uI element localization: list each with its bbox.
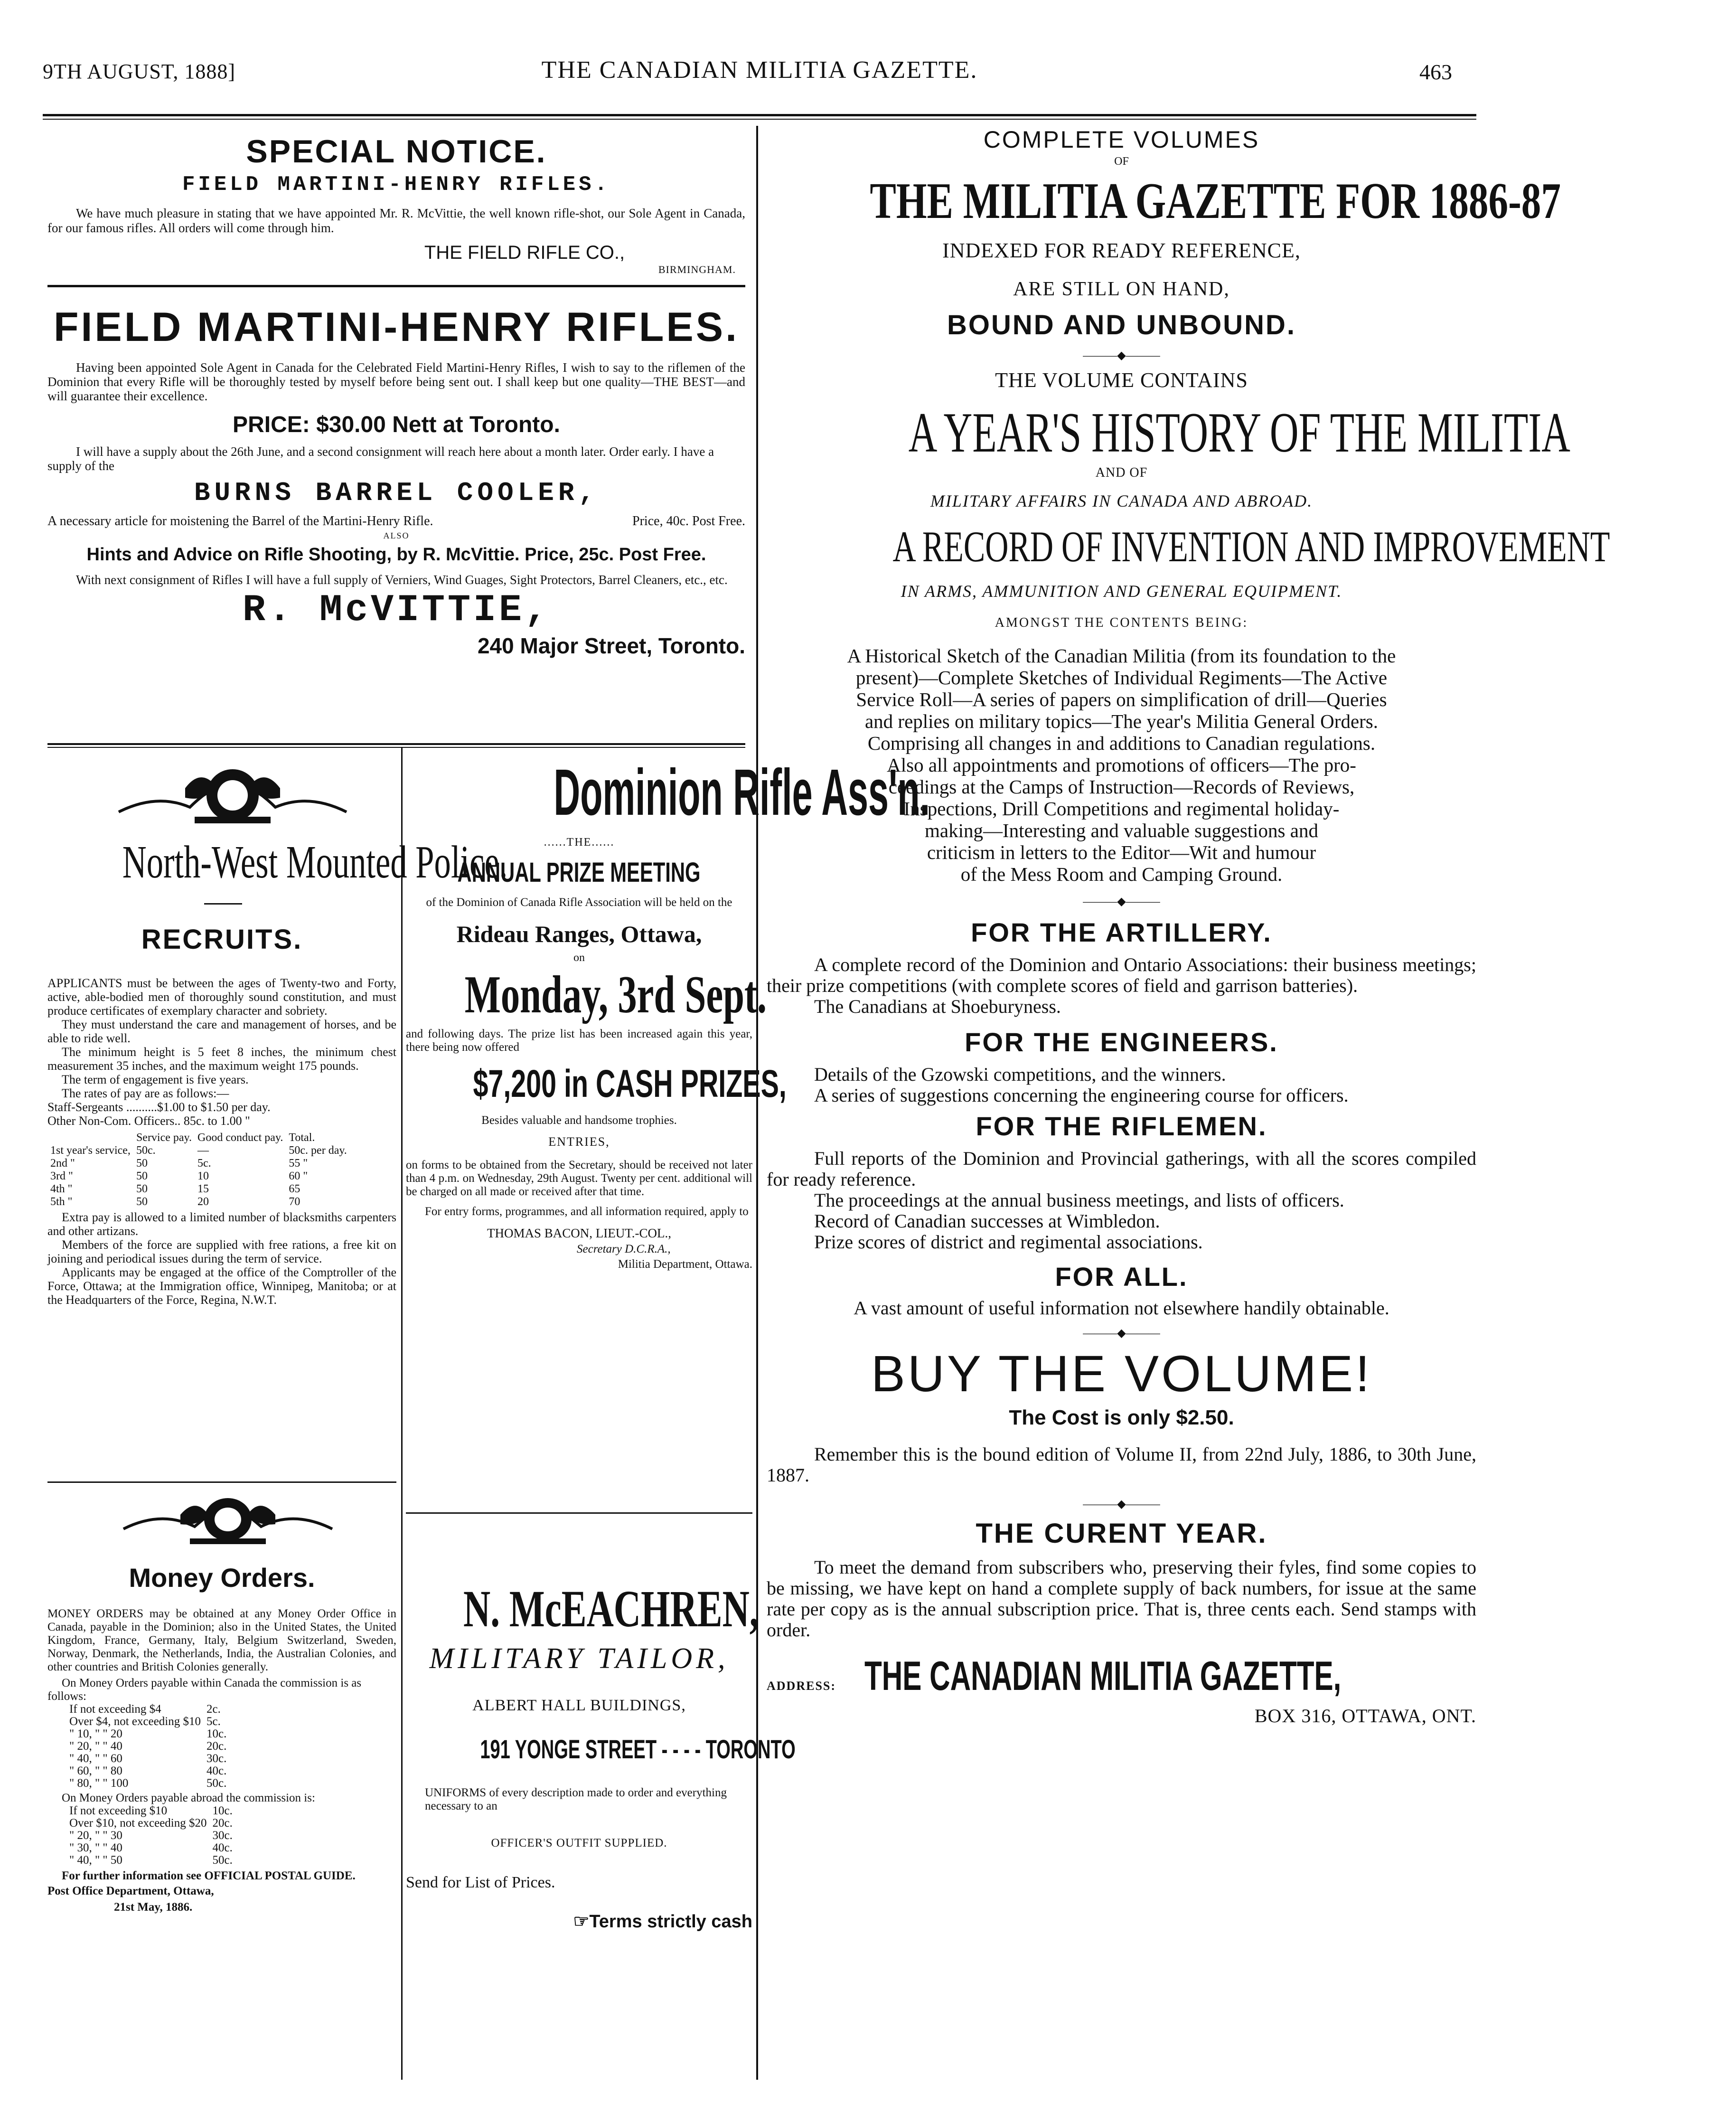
table-row: Over $10, not exceeding $20 20c. bbox=[69, 1817, 233, 1830]
tailor-ad bbox=[406, 1579, 796, 1932]
dra-prizes: $7,200 in CASH PRIZES, bbox=[473, 1062, 787, 1105]
money-orders-p3: On Money Orders payable abroad the commission is: bbox=[62, 1792, 315, 1804]
tailor-outfit: OFFICER'S OUTFIT SUPPLIED. bbox=[491, 1837, 667, 1849]
cost-line: The Cost is only $2.50. bbox=[1009, 1406, 1234, 1429]
contents-line: Comprising all changes in and additions to Canadian regulations. bbox=[867, 732, 1376, 754]
table-row: " 20, " " 40 20c. bbox=[69, 1740, 227, 1753]
abroad-rates-table bbox=[66, 1805, 235, 1867]
money-orders-p1: MONEY ORDERS may be obtained at any Money Order Office in Canada, payable in the Dominion; also in the United States, the United Kingdom, France, Germany, Italy, Belgium Switzerland, Sweden, Norway, Denmark, the Netherlands, India, the Australian Colonies, and other countries and British Colonies generally. bbox=[47, 1607, 396, 1673]
field-rifles-intro: Having been appointed Sole Agent in Canada for the Celebrated Field Martini-Henry Rifles, I wish to say to the riflemen of the Dominion that every Rifle will be thoroughly tested by myself before being sent out. I shall keep but one quality—THE BEST—and will guarantee their excellence. bbox=[47, 360, 745, 403]
pay-row-noncom: Other Non-Com. Officers.. 85c. to 1.00 " bbox=[47, 1114, 250, 1128]
mcvittie-signature: R. McVITTIE, bbox=[242, 589, 551, 632]
volumes-l6: BOUND AND UNBOUND. bbox=[947, 310, 1296, 340]
special-notice-company: THE FIELD RIFLE CO., bbox=[424, 242, 625, 263]
for-all-divider: ―――◆――― bbox=[1083, 1327, 1160, 1339]
contents-line: ceedings at the Camps of Instruction—Records of Reviews, bbox=[888, 776, 1355, 798]
volumes-l8: A YEAR'S HISTORY OF THE MILITIA bbox=[908, 401, 1570, 464]
crown-ornament bbox=[119, 1491, 337, 1553]
pay-table-head: Total. bbox=[289, 1132, 315, 1144]
divider-2b bbox=[47, 747, 745, 748]
nwmp-p5: The rates of pay are as follows:— bbox=[62, 1086, 229, 1100]
divider-1 bbox=[47, 285, 745, 287]
contents-divider: ―――◆――― bbox=[1083, 896, 1160, 908]
special-notice-body: We have much pleasure in stating that we have appointed Mr. R. McVittie, the well known rifle-shot, our Sole Agent in Canada, for our famous rifles. All orders will come through him. bbox=[47, 206, 745, 235]
field-rifles-heading: FIELD MARTINI-HENRY RIFLES. bbox=[53, 304, 740, 350]
header-date: 9TH AUGUST, 1888] bbox=[43, 60, 236, 83]
contents-line: and replies on military topics—The year's Militia General Orders. bbox=[864, 710, 1379, 732]
dra-bottom-rule bbox=[406, 1512, 752, 1514]
volumes-l7: THE VOLUME CONTAINS bbox=[995, 368, 1248, 392]
volumes-l3: THE MILITIA GAZETTE FOR 1886-87 bbox=[870, 173, 1561, 229]
address-label: ADDRESS: bbox=[767, 1679, 836, 1693]
burns-barrel-cooler: BURNS BARREL COOLER, bbox=[194, 478, 599, 508]
volumes-l4: INDEXED FOR READY REFERENCE, bbox=[942, 239, 1301, 262]
contents-line: Also all appointments and promotions of officers—The pro- bbox=[887, 754, 1356, 776]
contents-line: A Historical Sketch of the Canadian Militia (from its foundation to the bbox=[847, 645, 1396, 667]
volumes-l11: A RECORD OF INVENTION AND IMPROVEMENT bbox=[892, 522, 1610, 571]
pay-row-staff: Staff-Sergeants ..........$1.00 to $1.50 per day. bbox=[47, 1100, 271, 1114]
for-all-heading: FOR ALL. bbox=[1055, 1262, 1188, 1292]
table-row: " 80, " " 100 50c. bbox=[69, 1777, 227, 1790]
remember-line: Remember this is the bound edition of Volume II, from 22nd July, 1886, to 30th June, 1887. bbox=[767, 1443, 1476, 1486]
nwmp-p7: Members of the force are supplied with free rations, a free kit on joining and periodical issues during the term of service. bbox=[47, 1238, 396, 1265]
nwmp-heading: North-West Mounted Police. bbox=[122, 837, 508, 888]
current-year-heading: THE CURENT YEAR. bbox=[976, 1518, 1267, 1549]
contents-line: Service Roll—A series of papers on simplification of drill—Queries bbox=[856, 688, 1387, 710]
riflemen-p2: The proceedings at the annual business meetings, and lists of officers. bbox=[814, 1189, 1344, 1211]
pay-table-head bbox=[47, 1132, 133, 1144]
money-orders-p6: 21st May, 1886. bbox=[114, 1901, 193, 1914]
divider-2 bbox=[47, 743, 745, 745]
riflemen-p3: Record of Canadian successes at Wimbledon. bbox=[814, 1210, 1160, 1232]
contents-line: of the Mess Room and Camping Ground. bbox=[960, 863, 1283, 885]
tailor-uniforms: UNIFORMS of every description made to order and everything necessary to an bbox=[425, 1786, 727, 1812]
table-row: " 30, " " 40 40c. bbox=[69, 1841, 233, 1854]
volumes-l10: MILITARY AFFAIRS IN CANADA AND ABROAD. bbox=[930, 491, 1313, 510]
contents-line: making—Interesting and valuable suggestions and bbox=[925, 820, 1318, 841]
table-row: If not exceeding $4 2c. bbox=[69, 1703, 221, 1716]
table-row: " 40, " " 60 30c. bbox=[69, 1752, 227, 1765]
nwmp-p6: Extra pay is allowed to a limited number of blacksmiths carpenters and other artizans. bbox=[47, 1210, 396, 1238]
dra-the: ......THE...... bbox=[544, 836, 615, 849]
pay-table-head: Good conduct pay. bbox=[197, 1132, 283, 1144]
field-rifles-price: PRICE: $30.00 Nett at Toronto. bbox=[233, 412, 560, 437]
artillery-heading: FOR THE ARTILLERY. bbox=[971, 917, 1272, 947]
table-row: " 20, " " 30 30c. bbox=[69, 1829, 233, 1842]
tailor-street: 191 YONGE STREET - - - - TORONTO bbox=[480, 1734, 796, 1764]
pay-table bbox=[47, 1132, 350, 1208]
nwmp-p2: They must understand the care and management of horses, and be able to ride well. bbox=[47, 1018, 396, 1045]
dra-name: THOMAS BACON, LIEUT.-COL., bbox=[487, 1226, 671, 1240]
dra-ad bbox=[406, 755, 930, 1271]
dra-on: on bbox=[573, 952, 585, 964]
dra-besides: Besides valuable and handsome trophies. bbox=[481, 1114, 677, 1127]
tailor-terms: ☞Terms strictly cash bbox=[573, 1912, 752, 1932]
address-name: THE CANADIAN MILITIA GAZETTE, bbox=[864, 1653, 1342, 1699]
dra-following: and following days. The prize list has been increased again this year, there being now offered bbox=[406, 1028, 752, 1054]
cooler-description: A necessary article for moistening the Barrel of the Martini-Henry Rifle. bbox=[47, 514, 433, 528]
nwmp-p8: Applicants may be engaged at the office of the Comptroller of the Force, Ottawa; at the Immigration office, Winnipeg, Manitoba; or at the Headquarters of the Force, Regina, N.W.T. bbox=[47, 1265, 396, 1307]
field-rifles-ad bbox=[47, 304, 745, 659]
table-row: " 40, " " 50 50c. bbox=[69, 1854, 233, 1867]
mcvittie-address: 240 Major Street, Toronto. bbox=[477, 633, 745, 658]
volumes-l5: ARE STILL ON HAND, bbox=[1013, 278, 1230, 300]
money-orders-p5: Post Office Department, Ottawa, bbox=[47, 1885, 214, 1897]
engineers-p2: A series of suggestions concerning the engineering course for officers. bbox=[814, 1085, 1349, 1106]
next-consignment: With next consignment of Rifles I will have a full supply of Verniers, Wind Guages, Sight Protectors, Barrel Cleaners, etc., etc. bbox=[76, 573, 728, 587]
riflemen-p4: Prize scores of district and regimental associations. bbox=[814, 1231, 1203, 1253]
dra-entries: ENTRIES, bbox=[548, 1135, 610, 1149]
header-page-number: 463 bbox=[1419, 60, 1452, 84]
volumes-l13: AMONGST THE CONTENTS BEING: bbox=[995, 615, 1248, 630]
address-box: BOX 316, OTTAWA, ONT. bbox=[1254, 1705, 1476, 1726]
riflemen-p1: Full reports of the Dominion and Provincial gatherings, with all the scores compiled for ready reference. bbox=[767, 1148, 1476, 1190]
money-orders-p2: On Money Orders payable within Canada the commission is as follows: bbox=[47, 1677, 362, 1703]
special-notice-subheading: FIELD MARTINI-HENRY RIFLES. bbox=[182, 173, 610, 197]
for-all-p: A vast amount of useful information not elsewhere handily obtainable. bbox=[854, 1297, 1389, 1319]
dra-forms: on forms to be obtained from the Secretary, should be received not later than 4 p.m. on Wednesday, 29th August. Twenty per cent. additional will be charged on all made or received after that time. bbox=[406, 1159, 752, 1198]
volumes-l1: COMPLETE VOLUMES bbox=[983, 126, 1260, 153]
table-row: 3rd " 50 10 60 " bbox=[50, 1170, 308, 1182]
table-row: " 10, " " 20 10c. bbox=[69, 1727, 227, 1740]
table-row: " 60, " " 80 40c. bbox=[69, 1764, 227, 1777]
buy-heading: BUY THE VOLUME! bbox=[871, 1345, 1372, 1402]
volumes-divider: ―――◆――― bbox=[1083, 349, 1160, 362]
dra-place: Rideau Ranges, Ottawa, bbox=[456, 921, 702, 947]
dra-dept: Militia Department, Ottawa. bbox=[618, 1258, 752, 1271]
dra-heading: Dominion Rifle Ass'n. bbox=[554, 756, 930, 829]
header-rule bbox=[43, 114, 1476, 116]
dra-of: of the Dominion of Canada Rifle Association will be held on the bbox=[426, 896, 732, 909]
table-row: 5th " 50 20 70 bbox=[50, 1196, 300, 1208]
canada-rates-table bbox=[66, 1703, 229, 1790]
money-orders-p4: For further information see OFFICIAL POSTAL GUIDE. bbox=[62, 1869, 356, 1882]
table-row: If not exceeding $10 10c. bbox=[69, 1804, 233, 1817]
tailor-trade: MILITARY TAILOR, bbox=[429, 1642, 729, 1675]
hints-advice: Hints and Advice on Rifle Shooting, by R. McVittie. Price, 25c. Post Free. bbox=[86, 545, 706, 565]
money-orders-heading: Money Orders. bbox=[129, 1563, 315, 1593]
contents-list bbox=[767, 645, 1476, 885]
engineers-p1: Details of the Gzowski competitions, and the winners. bbox=[814, 1064, 1226, 1085]
column-divider-left bbox=[401, 748, 403, 2080]
nwmp-p3: The minimum height is 5 feet 8 inches, the minimum chest measurement 35 inches, and the maximum weight 175 pounds. bbox=[47, 1045, 396, 1073]
contents-line: present)—Complete Sketches of Individual Regiments—The Active bbox=[855, 667, 1388, 688]
current-year-p: To meet the demand from subscribers who, preserving their fyles, find some copies to be missing, we have kept on hand a complete supply of back numbers, for issue at the same rate per copy as is the annual subscription price. That is, three cents each. Send stamps with order. bbox=[767, 1556, 1476, 1641]
header-title: THE CANADIAN MILITIA GAZETTE. bbox=[541, 57, 978, 84]
contents-line: criticism in letters to the Editor—Wit and humour bbox=[927, 841, 1316, 863]
engineers-heading: FOR THE ENGINEERS. bbox=[965, 1027, 1278, 1057]
special-notice bbox=[47, 133, 745, 276]
coat-of-arms-ornament bbox=[114, 760, 351, 831]
nwmp-ad bbox=[47, 836, 508, 1307]
tailor-building: ALBERT HALL BUILDINGS, bbox=[472, 1697, 686, 1714]
nwmp-p4: The term of engagement is five years. bbox=[62, 1073, 249, 1086]
nwmp-p1: APPLICANTS must be between the ages of Twenty-two and Forty, active, able-bodied men of thoroughly sound constitution, and must produce certificates of exemplary character and sobriety. bbox=[47, 976, 396, 1018]
dra-date: Monday, 3rd Sept. bbox=[464, 965, 767, 1024]
volumes-l2: OF bbox=[1114, 155, 1129, 168]
nwmp-short-rule bbox=[204, 903, 242, 905]
also-label: ALSO bbox=[383, 531, 410, 540]
current-divider: ―――◆――― bbox=[1083, 1498, 1160, 1510]
table-row: Over $4, not exceeding $10 5c. bbox=[69, 1715, 221, 1728]
contents-line: Inspections, Drill Competitions and regimental holiday- bbox=[903, 798, 1340, 820]
table-row: 4th " 50 15 65 bbox=[50, 1183, 300, 1195]
table-row: 1st year's service, 50c. — 50c. per day. bbox=[50, 1144, 347, 1157]
tailor-send: Send for List of Prices. bbox=[406, 1874, 555, 1891]
pay-table-head: Service pay. bbox=[136, 1132, 192, 1144]
header-rule-thin bbox=[43, 119, 1476, 120]
volumes-l9: AND OF bbox=[1095, 465, 1148, 480]
money-orders bbox=[47, 1562, 396, 1914]
dra-info: For entry forms, programmes, and all information required, apply to bbox=[425, 1205, 749, 1218]
volumes-ad bbox=[767, 126, 1610, 1727]
special-notice-city: BIRMINGHAM. bbox=[658, 264, 736, 275]
dra-meeting: ANNUAL PRIZE MEETING bbox=[458, 857, 701, 888]
dra-role: Secretary D.C.R.A., bbox=[577, 1243, 671, 1255]
special-notice-heading: SPECIAL NOTICE. bbox=[246, 133, 547, 170]
table-row: 2nd " 50 5c. 55 " bbox=[50, 1157, 308, 1169]
artillery-p1: A complete record of the Dominion and Ontario Associations: their business meetings; their prize competitions (with complete scores of field and garrison batteries). bbox=[767, 954, 1476, 996]
volumes-l12: IN ARMS, AMMUNITION AND GENERAL EQUIPMENT. bbox=[901, 582, 1342, 601]
cooler-price: Price, 40c. Post Free. bbox=[632, 514, 745, 528]
field-rifles-supply: I will have a supply about the 26th June, and a second consignment will reach here about a month later. Order early. I have a supply of the bbox=[47, 444, 714, 473]
riflemen-heading: FOR THE RIFLEMEN. bbox=[976, 1111, 1267, 1141]
tailor-name: N. McEACHREN, bbox=[463, 1580, 759, 1638]
nwmp-bottom-rule bbox=[47, 1481, 396, 1483]
artillery-p2: The Canadians at Shoeburyness. bbox=[814, 996, 1061, 1017]
nwmp-subheading: RECRUITS. bbox=[141, 924, 303, 955]
